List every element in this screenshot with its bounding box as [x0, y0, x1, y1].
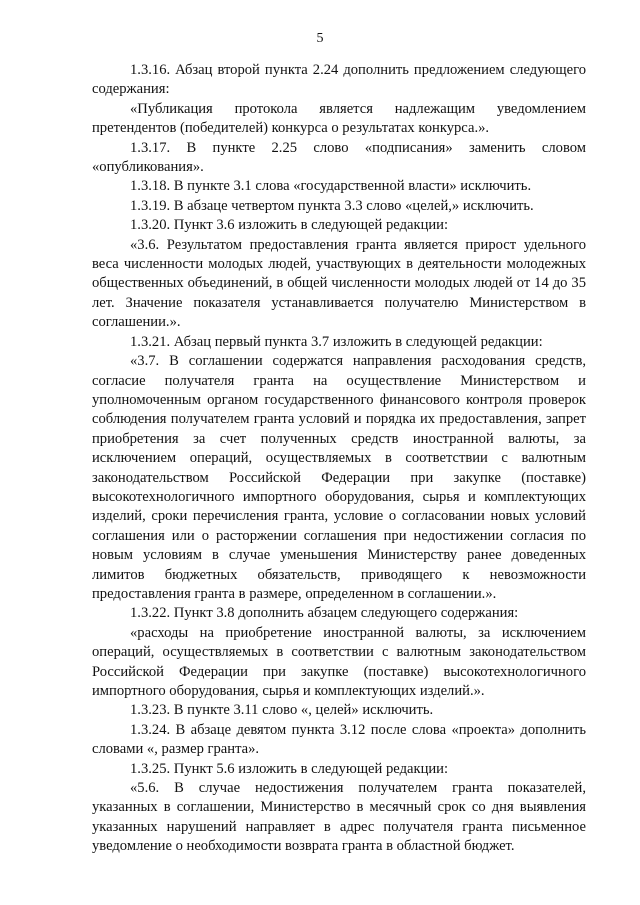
quote-clause-3-7: «3.7. В соглашении содержатся направления расходования средств, согласие получателя гранта на осуществление Министерством и уполномоченным органом государственного финансового контроля проверок соблюдения получателем гранта условий и порядка их предоставления, запрет приобретения за счет полученных средств иностранной валюты, за исключением операций, осуществляемых в соответствии с валютным законодательством Российской Федерации при закупке (поставке) высокотехнологичного импортного оборудования, сырья и комплектующих изделий, сроки перечисления гранта, условие о согласовании новых условий соглашения или о расторжении соглашения при недостижении согласия по новым условиям в случае уменьшения Министерству ранее доведенных лимитов бюджетных обязательств, приводящего к невозможности предоставления гранта в размере, определенном в соглашении.».	[92, 353, 586, 602]
paragraph-1-3-23: 1.3.23. В пункте 3.11 слово «, целей» исключить.	[130, 702, 434, 719]
page-number: 5	[316, 31, 324, 46]
paragraph-1-3-24: 1.3.24. В абзаце девятом пункта 3.12 после слова «проекта» дополнить словами «, размер гранта».	[92, 721, 586, 758]
quote-publication-protocol: «Публикация протокола является надлежащим уведомлением претендентов (победителей) конкурса о результатах конкурса.».	[92, 100, 586, 137]
quote-clause-5-6: «5.6. В случае недостижения получателем гранта показателей, указанных в соглашении, Министерство в месячный срок со дня выявления указанных нарушений направляет в адрес получателя гранта письменное уведомление о необходимости возврата гранта в областной бюджет.	[92, 780, 586, 855]
paragraph-1-3-18: 1.3.18. В пункте 3.1 слова «государственной власти» исключить.	[130, 178, 532, 195]
document-body	[92, 61, 586, 857]
paragraph-1-3-22: 1.3.22. Пункт 3.8 дополнить абзацем следующего содержания:	[130, 605, 519, 622]
paragraph-1-3-16: 1.3.16. Абзац второй пункта 2.24 дополнить предложением следующего содержания:	[92, 62, 586, 98]
paragraph-1-3-20: 1.3.20. Пункт 3.6 изложить в следующей редакции:	[130, 217, 449, 234]
paragraph-1-3-21: 1.3.21. Абзац первый пункта 3.7 изложить в следующей редакции:	[130, 333, 543, 350]
paragraph-1-3-19: 1.3.19. В абзаце четвертом пункта 3.3 слово «целей,» исключить.	[130, 197, 534, 214]
paragraph-1-3-17: 1.3.17. В пункте 2.25 слово «подписания» заменить словом «опубликования».	[92, 139, 586, 176]
quote-clause-3-6: «3.6. Результатом предоставления гранта является прирост удельного веса численности молодых людей, участвующих в деятельности молодежных общественных объединений, в общей численности молодых людей от 14 до 35 лет. Значение показателя устанавливается получателю Министерством в соглашении.».	[92, 236, 586, 331]
quote-currency-expenses: «расходы на приобретение иностранной валюты, за исключением операций, осуществляемых в соответствии с валютным законодательством Российской Федерации при закупке (поставке) высокотехнологичного импортного оборудования, сырья и комплектующих изделий.».	[92, 624, 586, 699]
paragraph-1-3-25: 1.3.25. Пункт 5.6 изложить в следующей редакции:	[130, 760, 449, 777]
